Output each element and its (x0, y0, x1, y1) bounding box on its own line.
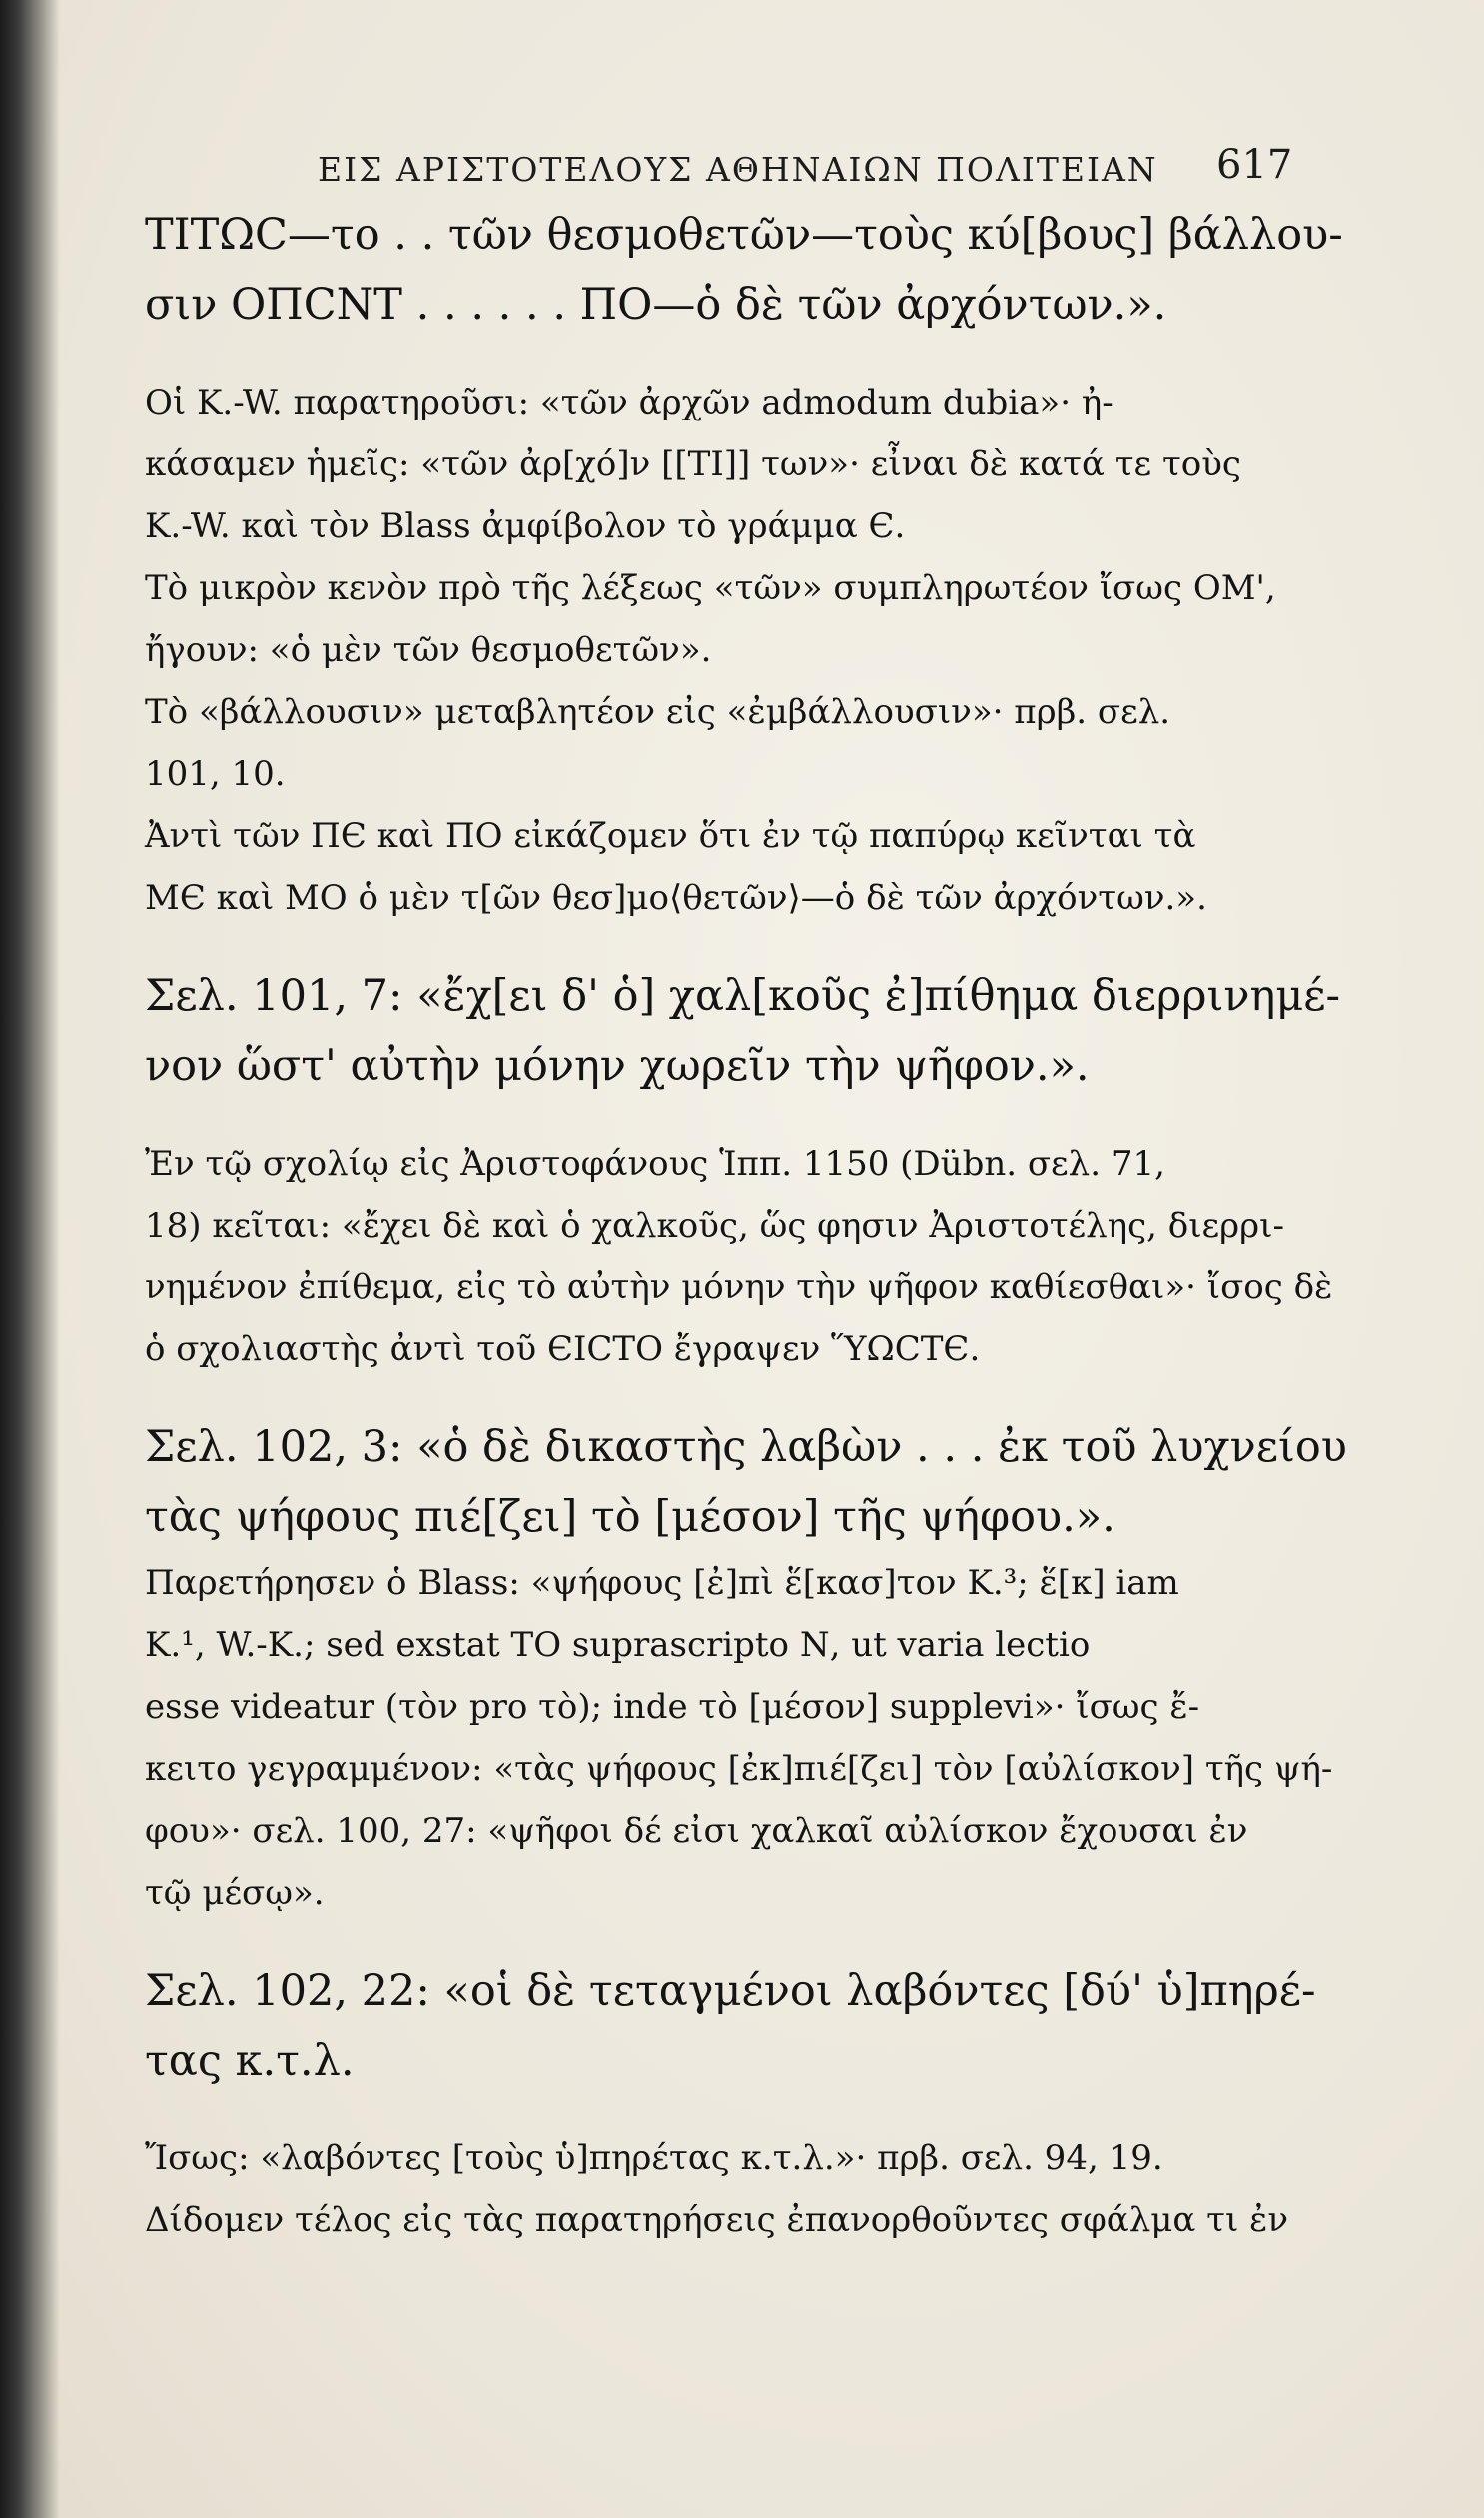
text-line: ὁ σχολιαστὴς ἀντὶ τοῦ ЄΙСΤΟ ἔγραψεν ὝΩСΤЄ. (145, 1329, 981, 1369)
text-line: K.¹, W.-K.; sed exstat ΤΟ suprascripto Ν, ut varia lectio (145, 1625, 1091, 1665)
text-line: Ἀντὶ τῶν ΠЄ καὶ ΠΟ εἰκάζομεν ὅτι ἐν τῷ παπύρῳ κεῖνται τὰ (145, 816, 1196, 856)
body-text (145, 200, 1347, 2251)
text-line: τῷ μέσῳ». (145, 1873, 325, 1913)
text-line: ἤγουν: «ὁ μὲν τῶν θεσμοθετῶν». (145, 630, 712, 670)
paragraph-gap (145, 1924, 1333, 1956)
paragraph-gap (145, 1101, 1333, 1133)
binding-shadow (0, 0, 60, 2518)
text-line: Παρετήρησεν ὁ Blass: «ψήφους [ἐ]πὶ ἕ[κασ]τον K.³; ἕ[κ] iam (145, 1563, 1179, 1603)
page-number: 617 (1216, 142, 1293, 188)
text-line: ΤΙΤΩϹ—το . . τῶν θεσμοθετῶν—τοὺς κύ[βους] βάλλου- (145, 210, 1343, 260)
text-line: φου»· σελ. 100, 27: «ψῆφοι δέ εἰσι χαλκαῖ αὐλίσκον ἔχουσαι ἐν (145, 1811, 1248, 1851)
paragraph-gap (145, 2096, 1333, 2127)
text-line: Οἱ K.-W. παρατηροῦσι: «τῶν ἀρχῶν admodum dubia»· ἠ- (145, 383, 1113, 422)
text-line: K.-W. καὶ τὸν Blass ἀμφίβολον τὸ γράμμα Є. (145, 506, 906, 546)
paragraph-gap (145, 340, 1333, 372)
text-line: σιν ΟΠϹΝΤ . . . . . . ΠΟ—ὁ δὲ τῶν ἀρχόντων.». (145, 280, 1167, 330)
text-line: Ἐν τῷ σχολίῳ εἰς Ἀριστοφάνους Ἱππ. 1150 (Dübn. σελ. 71, (145, 1144, 1165, 1184)
text-line: κάσαμεν ἡμεῖς: «τῶν ἀρ[χό]ν [[ΤΙ]] των»· εἶναι δὲ κατά τε τοὺς (145, 444, 1241, 484)
text-line: νημένον ἐπίθεμα, εἰς τὸ αὐτὴν μόνην τὴν ψῆφον καθίεσθαι»· ἴσος δὲ (145, 1267, 1333, 1307)
text-line: Σελ. 102, 3: «ὁ δὲ δικαστὴς λαβὼν . . . ἐκ τοῦ λυχνείου (145, 1422, 1347, 1472)
text-line: Τὸ «βάλλουσιν» μεταβλητέον εἰς «ἐμβάλλουσιν»· πρβ. σελ. (145, 692, 1171, 732)
text-line: Ἴσως: «λαβόντες [τοὺς ὑ]πηρέτας κ.τ.λ.»· πρβ. σελ. 94, 19. (145, 2138, 1163, 2178)
text-line: Δίδομεν τέλος εἰς τὰς παρατηρήσεις ἐπανορθοῦντες σφάλμα τι ἐν (145, 2200, 1288, 2240)
paragraph-gap (145, 929, 1333, 961)
running-title: ΕΙΣ ΑΡΙΣΤΟΤΕΛΟΥΣ ΑΘΗΝΑΙΩΝ ΠΟΛΙΤΕΙΑΝ (318, 150, 1158, 189)
text-line: esse videatur (τὸν pro τὸ); inde τὸ [μέσον] supplevi»· ἴσως ἔ- (145, 1687, 1200, 1727)
text-line: τὰς ψήφους πιέ[ζει] τὸ [μέσον] τῆς ψήφου.». (145, 1492, 1115, 1542)
text-line: 101, 10. (145, 754, 286, 794)
text-line: νον ὥστ' αὐτὴν μόνην χωρεῖν τὴν ψῆφον.». (145, 1041, 1090, 1091)
text-line: Σελ. 101, 7: «ἔχ[ει δ' ὁ] χαλ[κοῦς ἐ]πίθημα διερρινημέ- (145, 971, 1341, 1021)
text-line: 18) κεῖται: «ἔχει δὲ καὶ ὁ χαλκοῦς, ὥς φησιν Ἀριστοτέλης, διερρι- (145, 1206, 1284, 1246)
paragraph-gap (145, 1380, 1333, 1412)
text-line: κειτο γεγραμμένον: «τὰς ψήφους [ἐκ]πιέ[ζει] τὸν [αὐλίσκον] τῆς ψή- (145, 1749, 1333, 1789)
text-line: Τὸ μικρὸν κενὸν πρὸ τῆς λέξεως «τῶν» συμπληρωτέον ἴσως ΟΜ', (145, 568, 1276, 608)
text-line: ΜЄ καὶ ΜΟ ὁ μὲν τ[ῶν θεσ]μο⟨θετῶν⟩—ὁ δὲ τῶν ἀρχόντων.». (145, 878, 1207, 918)
text-line: Σελ. 102, 22: «οἱ δὲ τεταγμένοι λαβόντες [δύ' ὑ]πηρέ- (145, 1966, 1316, 2016)
text-line: τας κ.τ.λ. (145, 2036, 355, 2086)
